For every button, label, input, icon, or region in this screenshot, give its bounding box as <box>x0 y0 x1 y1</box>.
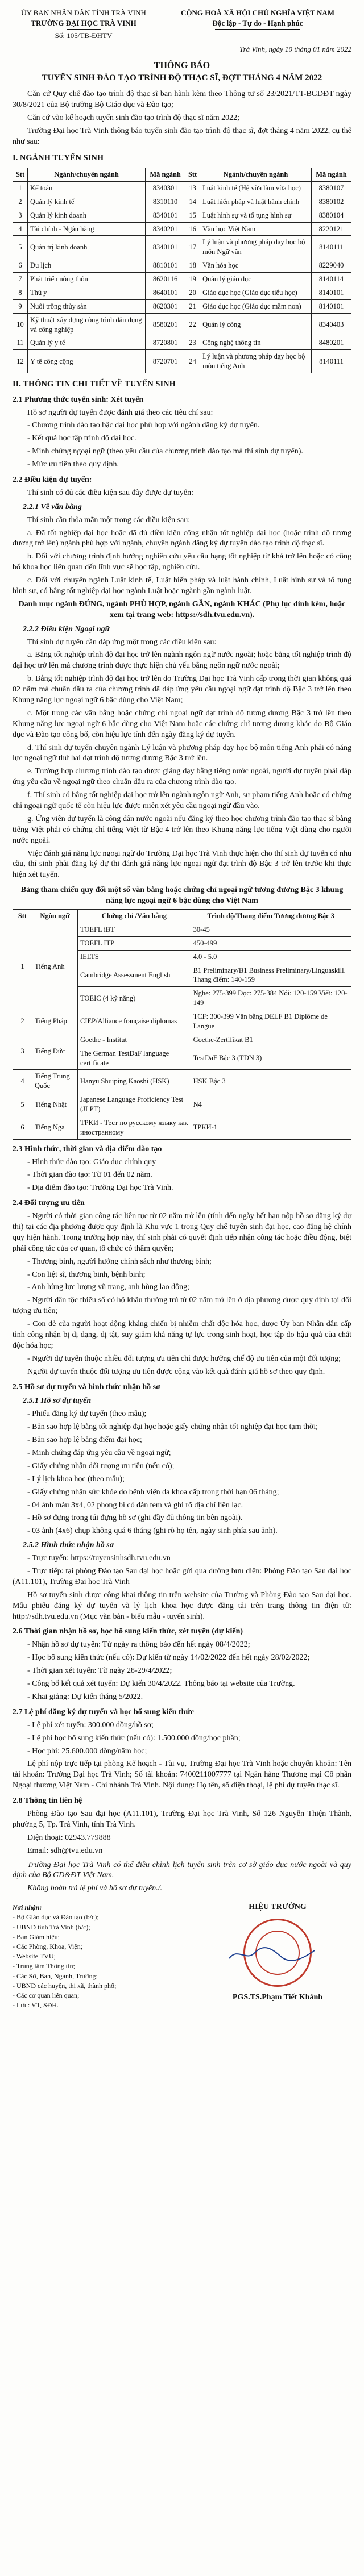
language-table-body <box>13 923 351 1139</box>
motto-block <box>164 8 351 41</box>
table-row <box>13 350 351 373</box>
list-item: a. Bằng tốt nghiệp trình độ đại học trở lên ngành ngôn ngữ nước ngoài; hoặc bằng tốt nghiệp trình độ đại học trở lên mà chương trình được thực hiện chủ yếu bằng ngôn ngữ nước ngoài; <box>13 651 351 670</box>
table-header-row <box>13 168 351 182</box>
list-item: - Con đẻ của người hoạt động kháng chiến bị nhiễm chất độc hóa học, được Ủy ban Nhân dân cấp tỉnh công nhận bị dị dạng, dị tật, suy giảm khả năng tự lực trong sinh hoạt, học tập do hậu quả của chất độc hóa học; <box>13 1320 351 1350</box>
list-item: - Các Sở, Ban, Ngành, Trường; <box>13 1971 98 1980</box>
list-item: Hồ sơ tuyển sinh được công khai thông tin trên website của Trường và Phòng Đào tạo Sau đại học. Mẫu phiếu đăng ký dự tuyển và lý lịch khoa học được đăng tải trên trang thông tin điện tử: http://sdh.tvu.edu.vn (Mục văn bản - biểu mẫu - tuyển sinh). <box>13 1590 351 1621</box>
intro-paragraph: Căn cứ Quy chế đào tạo trình độ thạc sĩ ban hành kèm theo Thông tư số 23/2021/TT-BGDĐT ngày 30/8/2021 của Bộ trưởng Bộ Giáo dục và Đào tạo; <box>13 90 351 109</box>
list-item: - Chương trình đào tạo bậc đại học phù hợp với ngành đăng ký dự tuyển. <box>27 421 260 430</box>
sub-subsection-heading: 2.2.1 Về văn bằng <box>23 502 82 511</box>
majors-table-body <box>13 181 351 373</box>
col-header: Mã ngành <box>146 168 185 182</box>
document-title: THÔNG BÁO <box>154 61 210 71</box>
table-cell: 8480201 <box>312 336 351 350</box>
list-item: - Người có thời gian công tác liên tục từ 02 năm trở lên (tính đến ngày hết hạn nộp hồ sơ đăng ký dự thi) tại các địa phương được quy định là Khu vực 1 trong Quy chế tuyển sinh đại học, cao đẳng hệ chính quy hiện hành. Trong trường hợp này, thí sinh phải có quyết định tiếp nhận công tác hoặc điều động, biệt phái công tác của cơ quan, tổ chức có thẩm quyền; <box>13 1212 351 1253</box>
list-item: - Kết quả học tập trình độ đại học. <box>27 434 136 443</box>
list-item: b. Đối với chương trình định hướng nghiên cứu yêu cầu hạng tốt nghiệp từ khá trở lên hoặc có công bố khoa học liên quan đến lĩnh vực sẽ học tập, nghiên cứu. <box>13 552 351 572</box>
list-item: - Website TVU; <box>13 1952 56 1961</box>
issuer-name: TRƯỜNG ĐẠI HỌC TRÀ VINH <box>31 18 136 27</box>
table-cell: 18 <box>185 259 200 273</box>
table-cell: 20 <box>185 286 200 299</box>
list-item: - Giấy chứng nhận đối tượng ưu tiên (nếu có); <box>27 1461 175 1470</box>
document-header <box>13 8 351 41</box>
signature-area <box>13 1902 351 2010</box>
table-cell: 8140111 <box>312 236 351 259</box>
training-info <box>13 1157 351 1194</box>
table-cell: 6 <box>13 1116 32 1139</box>
table-cell: Quản trị kinh doanh <box>28 236 146 259</box>
issuer-block <box>13 8 155 41</box>
table-cell: 5 <box>13 236 28 259</box>
list-item: - Học bổ sung kiến thức (nếu có): Dự kiến từ ngày 14/02/2022 đến hết ngày 28/02/2022; <box>27 1653 310 1662</box>
table-cell: Tiếng Pháp <box>32 1010 78 1033</box>
list-item: - 03 ảnh (4x6) chụp không quá 6 tháng (ghi rõ họ tên, ngày sinh phía sau ảnh). <box>27 1527 278 1536</box>
table-cell: 8140101 <box>312 299 351 313</box>
table-cell: 8140101 <box>312 286 351 299</box>
subsection-heading: 2.4 Đối tượng ưu tiên <box>13 1199 85 1208</box>
table-cell: 22 <box>185 313 200 336</box>
list-item: g. Ứng viên dự tuyển là công dân nước ngoài nếu đăng ký theo học chương trình đào tạo thạc sĩ bằng tiếng Việt phải có chứng chỉ tiếng Việt từ Bậc 4 trở lên theo Khung năng lực tiếng Việt dùng cho người nước ngoài. <box>13 814 351 845</box>
table-cell: 11 <box>13 336 28 350</box>
list-item: - Ban Giám hiệu; <box>13 1932 60 1941</box>
table-cell: Tiếng Nhật <box>32 1093 78 1116</box>
table-cell: Cambridge Assessment English <box>78 964 191 987</box>
table-cell: The German TestDaF language certificate <box>78 1047 191 1070</box>
col-header: Ngành/chuyên ngành <box>200 168 312 182</box>
table-cell: Kỹ thuật xây dựng công trình dân dụng và công nghiệp <box>28 313 146 336</box>
table-row <box>13 259 351 273</box>
table-cell: Kế toán <box>28 181 146 195</box>
list-item: Hồ sơ người dự tuyển được đánh giá theo các tiêu chí sau: <box>27 408 213 417</box>
paragraph: Thí sinh có đủ các điều kiện sau đây được dự tuyển: <box>27 488 194 497</box>
list-item: - Trực tuyến: https://tuyensinhsdh.tvu.edu.vn <box>27 1554 171 1563</box>
table-cell: Quản lý công <box>200 313 312 336</box>
table-cell: 8340101 <box>146 236 185 259</box>
list-item: - Trực tiếp: tại phòng Đào tạo Sau đại học hoặc gửi qua đường bưu điện: Phòng Đào tạo Sau đại học (A11.101), Trường Đại học Trà Vinh <box>13 1567 351 1586</box>
list-item: - Con liệt sĩ, thương binh, bệnh binh; <box>27 1270 146 1279</box>
col-header: Stt <box>185 168 200 182</box>
document-subtitle: TUYỂN SINH ĐÀO TẠO TRÌNH ĐỘ THẠC SĨ, ĐỢT THÁNG 4 NĂM 2022 <box>42 73 322 82</box>
list-item: - Hồ sơ đựng trong túi đựng hồ sơ (ghi đầy đủ thông tin bên ngoài). <box>27 1514 243 1523</box>
table-cell: ТРКИ-1 <box>191 1116 351 1139</box>
table-cell: 15 <box>185 209 200 222</box>
country-name: CỘNG HOÀ XÃ HỘI CHỦ NGHĨA VIỆT NAM <box>180 9 335 17</box>
table-cell: Tài chính - Ngân hàng <box>28 222 146 236</box>
recipients-list <box>13 1912 160 2010</box>
table-cell: 24 <box>185 350 200 373</box>
signer-title: HIỆU TRƯỞNG <box>249 1903 307 1912</box>
table-cell: Thú y <box>28 286 146 299</box>
table-cell: Tiếng Anh <box>32 923 78 1010</box>
table-cell: IELTS <box>78 950 191 964</box>
list-item: - Hình thức đào tạo: Giáo dục chính quy <box>27 1157 156 1166</box>
table-cell: 21 <box>185 299 200 313</box>
majors-table <box>13 168 351 373</box>
table-cell: 9 <box>13 299 28 313</box>
table-row <box>13 313 351 336</box>
table-cell: 8810101 <box>146 259 185 273</box>
col-header: Chứng chỉ /Văn bằng <box>78 910 191 923</box>
table-cell: 8640101 <box>146 286 185 299</box>
section-heading: II. THÔNG TIN CHI TIẾT VỀ TUYỂN SINH <box>13 380 176 389</box>
table-cell: Goethe - Institut <box>78 1033 191 1047</box>
list-item: b. Bằng tốt nghiệp trình độ đại học trở lên do Trường Đại học Trà Vinh cấp trong thời gian không quá 02 năm mà chuẩn đầu ra của chương trình đã đáp ứng yêu cầu ngoại ngữ đạt trình độ Bậc 3 trở lên theo Khung năng lực ngoại ngữ 6 bậc dùng cho Việt Nam; <box>13 674 351 705</box>
table-cell: TOEFL iBT <box>78 923 191 936</box>
recipients-block <box>13 1902 160 2010</box>
degree-conditions <box>13 515 351 597</box>
table-caption: Bảng tham chiếu quy đổi một số văn bằng hoặc chứng chỉ ngoại ngữ tương đương Bậc 3 khung năng lực ngoại ngữ 6 bậc dùng cho Việt Nam <box>20 886 344 906</box>
table-cell: TOEFL ITP <box>78 936 191 950</box>
list-item: Không hoàn trả lệ phí và hồ sơ dự tuyển./. <box>27 1884 163 1893</box>
table-row <box>13 209 351 222</box>
table-row <box>13 1070 351 1093</box>
list-item: - Khai giảng: Dự kiến tháng 5/2022. <box>27 1692 143 1701</box>
table-cell: Y tế công cộng <box>28 350 146 373</box>
list-item: - Công bố kết quả xét tuyển: Dự kiến 30/4/2022. Thông báo tại website của Trường. <box>27 1679 295 1689</box>
list-item: - Các cơ quan liên quan; <box>13 1991 80 1999</box>
list-item: - Bộ Giáo dục và Đào tạo (b/c); <box>13 1913 99 1921</box>
priority-list <box>13 1211 351 1377</box>
table-cell: 12 <box>13 350 28 373</box>
col-header: Stt <box>13 910 32 923</box>
table-cell: 8310110 <box>146 195 185 209</box>
list-item: - Minh chứng ngoại ngữ (theo yêu cầu của chương trình đào tạo mà thí sinh dự tuyển). <box>27 447 303 456</box>
table-cell: CIEP/Alliance française diplomas <box>78 1010 191 1033</box>
col-header: Mã ngành <box>312 168 351 182</box>
table-cell: 7 <box>13 273 28 286</box>
list-item: - 04 ảnh màu 3x4, 02 phong bì có dán tem và ghi rõ địa chỉ liên lạc. <box>27 1500 243 1510</box>
table-cell: 8229040 <box>312 259 351 273</box>
list-item: Trường Đại học Trà Vinh có thể điều chỉnh lịch tuyển sinh trên cơ sở giáo dục nước ngoài và quy định của Bộ GD&ĐT Việt Nam. <box>13 1860 351 1880</box>
motto-rule <box>215 29 300 30</box>
list-item: f. Thí sinh có bằng tốt nghiệp đại học trở lên ngành ngôn ngữ Anh, sư phạm tiếng Anh hoặc có chứng chỉ ngoại ngữ quốc tế còn hiệu lực được miễn xét yêu cầu ngoại ngữ đầu vào. <box>13 791 351 810</box>
list-item: a. Đã tốt nghiệp đại học hoặc đã đủ điều kiện công nhận tốt nghiệp đại học (hoặc trình độ tương đương trở lên) ngành phù hợp với ngành, chuyên ngành đăng ký dự tuyển đào tạo trình độ thạc sĩ. <box>13 528 351 548</box>
table-cell: Tiếng Nga <box>32 1116 78 1139</box>
footer-note <box>13 1860 351 1895</box>
document-number: Số: 105/TB-ĐHTV <box>55 31 113 40</box>
list-item: - Các Phòng, Khoa, Viện; <box>13 1942 83 1950</box>
table-cell: 17 <box>185 236 200 259</box>
table-cell: Tiếng Trung Quốc <box>32 1070 78 1093</box>
table-cell: 4.0 - 5.0 <box>191 950 351 964</box>
table-cell: 4 <box>13 1070 32 1093</box>
table-cell: 8140111 <box>312 350 351 373</box>
motto: Độc lập - Tự do - Hạnh phúc <box>212 18 303 27</box>
list-item: - Người dân tộc thiểu số có hộ khẩu thường trú từ 02 năm trở lên ở địa phương được quy định tại đối tượng ưu tiên; <box>13 1296 351 1316</box>
list-item: - Lý lịch khoa học (theo mẫu); <box>27 1474 125 1483</box>
table-cell: Quản lý kinh tế <box>28 195 146 209</box>
subsection-heading: 2.3 Hình thức, thời gian và địa điểm đào tạo <box>13 1144 162 1153</box>
list-item: - Người dự tuyển thuộc nhiều đối tượng ưu tiên chỉ được hưởng chế độ ưu tiên của một đối tượng; <box>27 1354 341 1363</box>
table-cell: 8620301 <box>146 299 185 313</box>
table-cell: 5 <box>13 1093 32 1116</box>
list-item: - Bản sao hợp lệ bảng điểm đại học; <box>27 1436 142 1445</box>
signer-block <box>204 1902 351 2010</box>
list-item: - Lệ phí xét tuyển: 300.000 đồng/hồ sơ; <box>27 1720 154 1729</box>
table-cell: Luật kinh tế (Hệ vừa làm vừa học) <box>200 181 312 195</box>
subsection-heading: 2.5 Hồ sơ dự tuyển và hình thức nhận hồ sơ <box>13 1382 160 1391</box>
table-cell: 8620116 <box>146 273 185 286</box>
list-item: - Học phí: 25.600.000 đồng/năm học; <box>27 1746 147 1756</box>
table-cell: 2 <box>13 1010 32 1033</box>
submission-list <box>13 1553 351 1622</box>
table-cell: 8140114 <box>312 273 351 286</box>
table-cell: 1 <box>13 923 32 1010</box>
table-cell: Lý luận và phương pháp dạy học bộ môn Ngữ văn <box>200 236 312 259</box>
table-cell: ТРКИ - Тест по русскому языку как иностранному <box>78 1116 191 1139</box>
col-header: Stt <box>13 168 28 182</box>
table-cell: 450-499 <box>191 936 351 950</box>
list-item: - Địa điểm đào tạo: Trường Đại học Trà Vinh. <box>27 1183 173 1193</box>
table-cell: Hanyu Shuiping Kaoshi (HSK) <box>78 1070 191 1093</box>
table-row <box>13 236 351 259</box>
list-item: c. Một trong các văn bằng hoặc chứng chỉ ngoại ngữ đạt trình độ tương đương Bậc 3 trở lên theo Khung năng lực ngoại ngữ 6 bậc dùng cho Việt Nam hoặc các chứng chỉ tương đương khác do Bộ Giáo dục và Đào tạo công bố, còn hiệu lực tính đến ngày đăng ký dự tuyển. <box>13 708 351 739</box>
table-cell: TestDaF Bậc 3 (TDN 3) <box>191 1047 351 1070</box>
list-item: Việc đánh giá năng lực ngoại ngữ do Trường Đại học Trà Vinh thực hiện cho thí sinh dự tuyển có nhu cầu, thí sinh phải đăng ký dự thi đánh giá năng lực ngoại ngữ đạt trình độ Bậc 3 trở lên trước khi thực hiện xét tuyển. <box>13 849 351 879</box>
contact-list <box>13 1809 351 1857</box>
subsection-heading: 2.2 Điều kiện dự tuyển: <box>13 475 92 484</box>
list-item: e. Trường hợp chương trình đào tạo được giảng dạy bằng tiếng nước ngoài, người dự tuyển phải đáp ứng yêu cầu về ngoại ngữ theo chuẩn đầu ra của chương trình đào tạo. <box>13 767 351 787</box>
col-header: Ngôn ngữ <box>32 910 78 923</box>
table-cell: Goethe-Zertifikat B1 <box>191 1033 351 1047</box>
table-row <box>13 923 351 936</box>
table-cell: 8720801 <box>146 336 185 350</box>
table-cell: 1 <box>13 181 28 195</box>
table-cell: 6 <box>13 259 28 273</box>
table-cell: Luật hiến pháp và luật hành chính <box>200 195 312 209</box>
table-cell: 8380104 <box>312 209 351 222</box>
table-cell: 19 <box>185 273 200 286</box>
sub-subsection-heading: 2.5.1 Hồ sơ dự tuyển <box>23 1397 92 1406</box>
list-item: - Bản sao hợp lệ bằng tốt nghiệp đại học hoặc giấy chứng nhận tốt nghiệp đại học tạm thời; <box>27 1423 318 1432</box>
list-item: Phòng Đào tạo Sau đại học (A11.101), Trường Đại học Trà Vinh, Số 126 Nguyễn Thiện Thành, phường 5, Tp. Trà Vinh, tỉnh Trà Vinh. <box>13 1809 351 1829</box>
intro-paragraph: Căn cứ vào kế hoạch tuyển sinh đào tạo trình độ thạc sĩ năm 2022; <box>27 113 240 122</box>
table-row <box>13 195 351 209</box>
table-cell: Quản lý kinh doanh <box>28 209 146 222</box>
list-item: - Lệ phí học bổ sung kiến thức (nếu có): 1.500.000 đồng/học phần; <box>27 1733 241 1743</box>
table-cell: Lý luận và phương pháp dạy học bộ môn tiếng Anh <box>200 350 312 373</box>
intro-paragraphs <box>13 89 351 147</box>
table-row <box>13 1010 351 1033</box>
table-row <box>13 299 351 313</box>
handwritten-signature-icon <box>226 1946 317 1963</box>
table-cell: 3 <box>13 1033 32 1070</box>
table-cell: 3 <box>13 209 28 222</box>
table-cell: 2 <box>13 195 28 209</box>
table-cell: Quản lý y tế <box>28 336 146 350</box>
table-cell: TOEIC (4 kỹ năng) <box>78 987 191 1010</box>
table-cell: 14 <box>185 195 200 209</box>
list-item: c. Đối với chuyên ngành Luật kinh tế, Luật hiến pháp và luật hành chính, Luật hình sự và tố tụng hình sự, có bằng tốt nghiệp đại học ngành Luật hoặc ngành gần ngành luật. <box>13 576 351 595</box>
table-cell: 8340201 <box>146 222 185 236</box>
majors-note: Danh mục ngành ĐÚNG, ngành PHÙ HỢP, ngành GẦN, ngành KHÁC (Phụ lục đính kèm, hoặc xem tại trang web: https://sdh.tvu.edu.vn). <box>18 599 346 619</box>
table-cell: 8 <box>13 286 28 299</box>
schedule-list <box>13 1640 351 1702</box>
fees-list <box>13 1720 351 1791</box>
table-cell: N4 <box>191 1093 351 1116</box>
table-cell: B1 Preliminary/B1 Business Preliminary/Linguaskill. Thang điểm: 140-159 <box>191 964 351 987</box>
list-item: - Minh chứng đáp ứng yêu cầu về ngoại ngữ; <box>27 1449 171 1458</box>
list-item: Thí sinh cần thỏa mãn một trong các điều kiện sau: <box>27 515 191 524</box>
subsection-heading: 2.8 Thông tin liên hệ <box>13 1796 82 1806</box>
table-cell: 16 <box>185 222 200 236</box>
table-cell: Nuôi trồng thủy sản <box>28 299 146 313</box>
table-cell: 8340403 <box>312 313 351 336</box>
language-table <box>13 909 351 1140</box>
table-cell: 8720701 <box>146 350 185 373</box>
table-cell: Japanese Language Proficiency Test (JLPT) <box>78 1093 191 1116</box>
table-cell: Văn hóa học <box>200 259 312 273</box>
sub-subsection-heading: 2.5.2 Hình thức nhận hồ sơ <box>23 1541 114 1550</box>
col-header: Trình độ/Thang điểm Tương đương Bậc 3 <box>191 910 351 923</box>
list-item: - Anh hùng lực lượng vũ trang, anh hùng lao động; <box>27 1283 190 1292</box>
list-item: - Trung tâm Thông tin; <box>13 1962 75 1970</box>
table-cell: 8380102 <box>312 195 351 209</box>
table-cell: Quản lý giáo dục <box>200 273 312 286</box>
table-cell: 8340301 <box>146 181 185 195</box>
list-item: - UBND tỉnh Trà Vinh (b/c); <box>13 1923 90 1931</box>
table-cell: 10 <box>13 313 28 336</box>
subsection-heading: 2.1 Phương thức tuyển sinh: Xét tuyển <box>13 395 144 404</box>
table-cell: 30-45 <box>191 923 351 936</box>
table-cell: Giáo dục học (Giáo dục tiểu học) <box>200 286 312 299</box>
list-item: - Thời gian đào tạo: Từ 01 đến 02 năm. <box>27 1170 152 1179</box>
table-row <box>13 336 351 350</box>
table-cell: Phát triển nông thôn <box>28 273 146 286</box>
table-row <box>13 1093 351 1116</box>
subsection-heading: 2.7 Lệ phí đăng ký dự tuyển và học bổ sung kiến thức <box>13 1707 195 1716</box>
criteria-list <box>13 408 351 470</box>
list-item: Người dự tuyển thuộc đối tượng ưu tiên được cộng vào kết quả đánh giá hồ sơ theo quy định. <box>27 1367 325 1376</box>
list-item: - Giấy chứng nhận sức khỏe do bệnh viện đa khoa cấp trong thời hạn 06 tháng; <box>27 1487 279 1497</box>
list-item: Lệ phí nộp trực tiếp tại phòng Kế hoạch - Tài vụ, Trường Đại học Trà Vinh hoặc chuyển khoản: Tên tài khoản: Trường Đại học Trà Vinh; Số tài khoản: 7400211007777 tại Ngân hàng Thương mại Cổ phần Ngoại thương Việt Nam - Chi nhánh Trà Vinh. Nội dung: Họ tên, số điện thoại, lệ phí dự tuyển thạc sĩ. <box>13 1760 351 1790</box>
table-cell: Giáo dục học (Giáo dục mầm non) <box>200 299 312 313</box>
sub-subsection-heading: 2.2.2 Điều kiện Ngoại ngữ <box>23 624 110 633</box>
subsection-heading: 2.6 Thời gian nhận hồ sơ, học bổ sung kiến thức, xét tuyển (dự kiến) <box>13 1627 243 1636</box>
table-cell: Văn học Việt Nam <box>200 222 312 236</box>
table-row <box>13 1033 351 1047</box>
intro-paragraph: Trường Đại học Trà Vinh thông báo tuyển sinh đào tạo trình độ thạc sĩ, đợt tháng 4 năm 2022, cụ thể như sau: <box>13 126 351 146</box>
table-cell: 13 <box>185 181 200 195</box>
table-cell: 4 <box>13 222 28 236</box>
date-line: Trà Vinh, ngày 10 tháng 01 năm 2022 <box>239 44 351 53</box>
table-row <box>13 1116 351 1139</box>
table-cell: TCF: 300-399 Văn bằng DELF B1 Diplôme de Langue <box>191 1010 351 1033</box>
list-item: - UBND các huyện, thị xã, thành phố; <box>13 1981 117 1990</box>
list-item: - Thương binh, người hưởng chính sách như thương binh; <box>27 1257 212 1266</box>
recipients-title: Nơi nhận: <box>13 1903 42 1912</box>
table-cell: 8380107 <box>312 181 351 195</box>
list-item: - Phiếu đăng ký dự tuyển (theo mẫu); <box>27 1410 147 1419</box>
table-cell: Công nghệ thông tin <box>200 336 312 350</box>
list-item: - Nhận hồ sơ dự tuyển: Từ ngày ra thông báo đến hết ngày 08/4/2022; <box>27 1640 250 1649</box>
table-header-row <box>13 910 351 923</box>
table-cell: Luật hình sự và tố tụng hình sự <box>200 209 312 222</box>
issuer-rule <box>67 29 101 30</box>
table-cell: 23 <box>185 336 200 350</box>
col-header: Ngành/chuyên ngành <box>28 168 146 182</box>
list-item: Điện thoại: 02943.779888 <box>27 1833 111 1842</box>
issuer-parent: ỦY BAN NHÂN DÂN TỈNH TRÀ VINH <box>21 9 146 17</box>
table-row <box>13 273 351 286</box>
table-row <box>13 222 351 236</box>
language-conditions <box>13 637 351 881</box>
table-cell: Tiếng Đức <box>32 1033 78 1070</box>
list-item: - Thời gian xét tuyển: Từ ngày 28-29/4/2022; <box>27 1666 172 1675</box>
table-row <box>13 286 351 299</box>
table-cell: 8580201 <box>146 313 185 336</box>
section-heading: I. NGÀNH TUYỂN SINH <box>13 153 104 163</box>
list-item: d. Thí sinh dự tuyển chuyên ngành Lý luận và phương pháp dạy học bộ môn tiếng Anh phải có năng lực ngoại ngữ thứ hai đạt trình độ tương đương Bậc 3 trở lên. <box>13 743 351 763</box>
table-cell: 8340101 <box>146 209 185 222</box>
list-item: Email: sdh@tvu.edu.vn <box>27 1846 103 1855</box>
table-cell: Nghe: 275-399 Đọc: 275-384 Nói: 120-159 Viết: 120-149 <box>191 987 351 1010</box>
list-item: - Lưu: VT, SĐH. <box>13 2001 59 2010</box>
list-item: - Mức ưu tiên theo quy định. <box>27 460 119 469</box>
signer-name: PGS.TS.Phạm Tiết Khánh <box>232 1993 323 2002</box>
table-cell: HSK Bậc 3 <box>191 1070 351 1093</box>
table-cell: 8220121 <box>312 222 351 236</box>
list-item: Thí sinh dự tuyển cần đáp ứng một trong các điều kiện sau: <box>27 637 217 647</box>
dossier-list <box>13 1409 351 1537</box>
stamp-and-signature <box>204 1919 351 1987</box>
table-row <box>13 181 351 195</box>
table-cell: Du lịch <box>28 259 146 273</box>
